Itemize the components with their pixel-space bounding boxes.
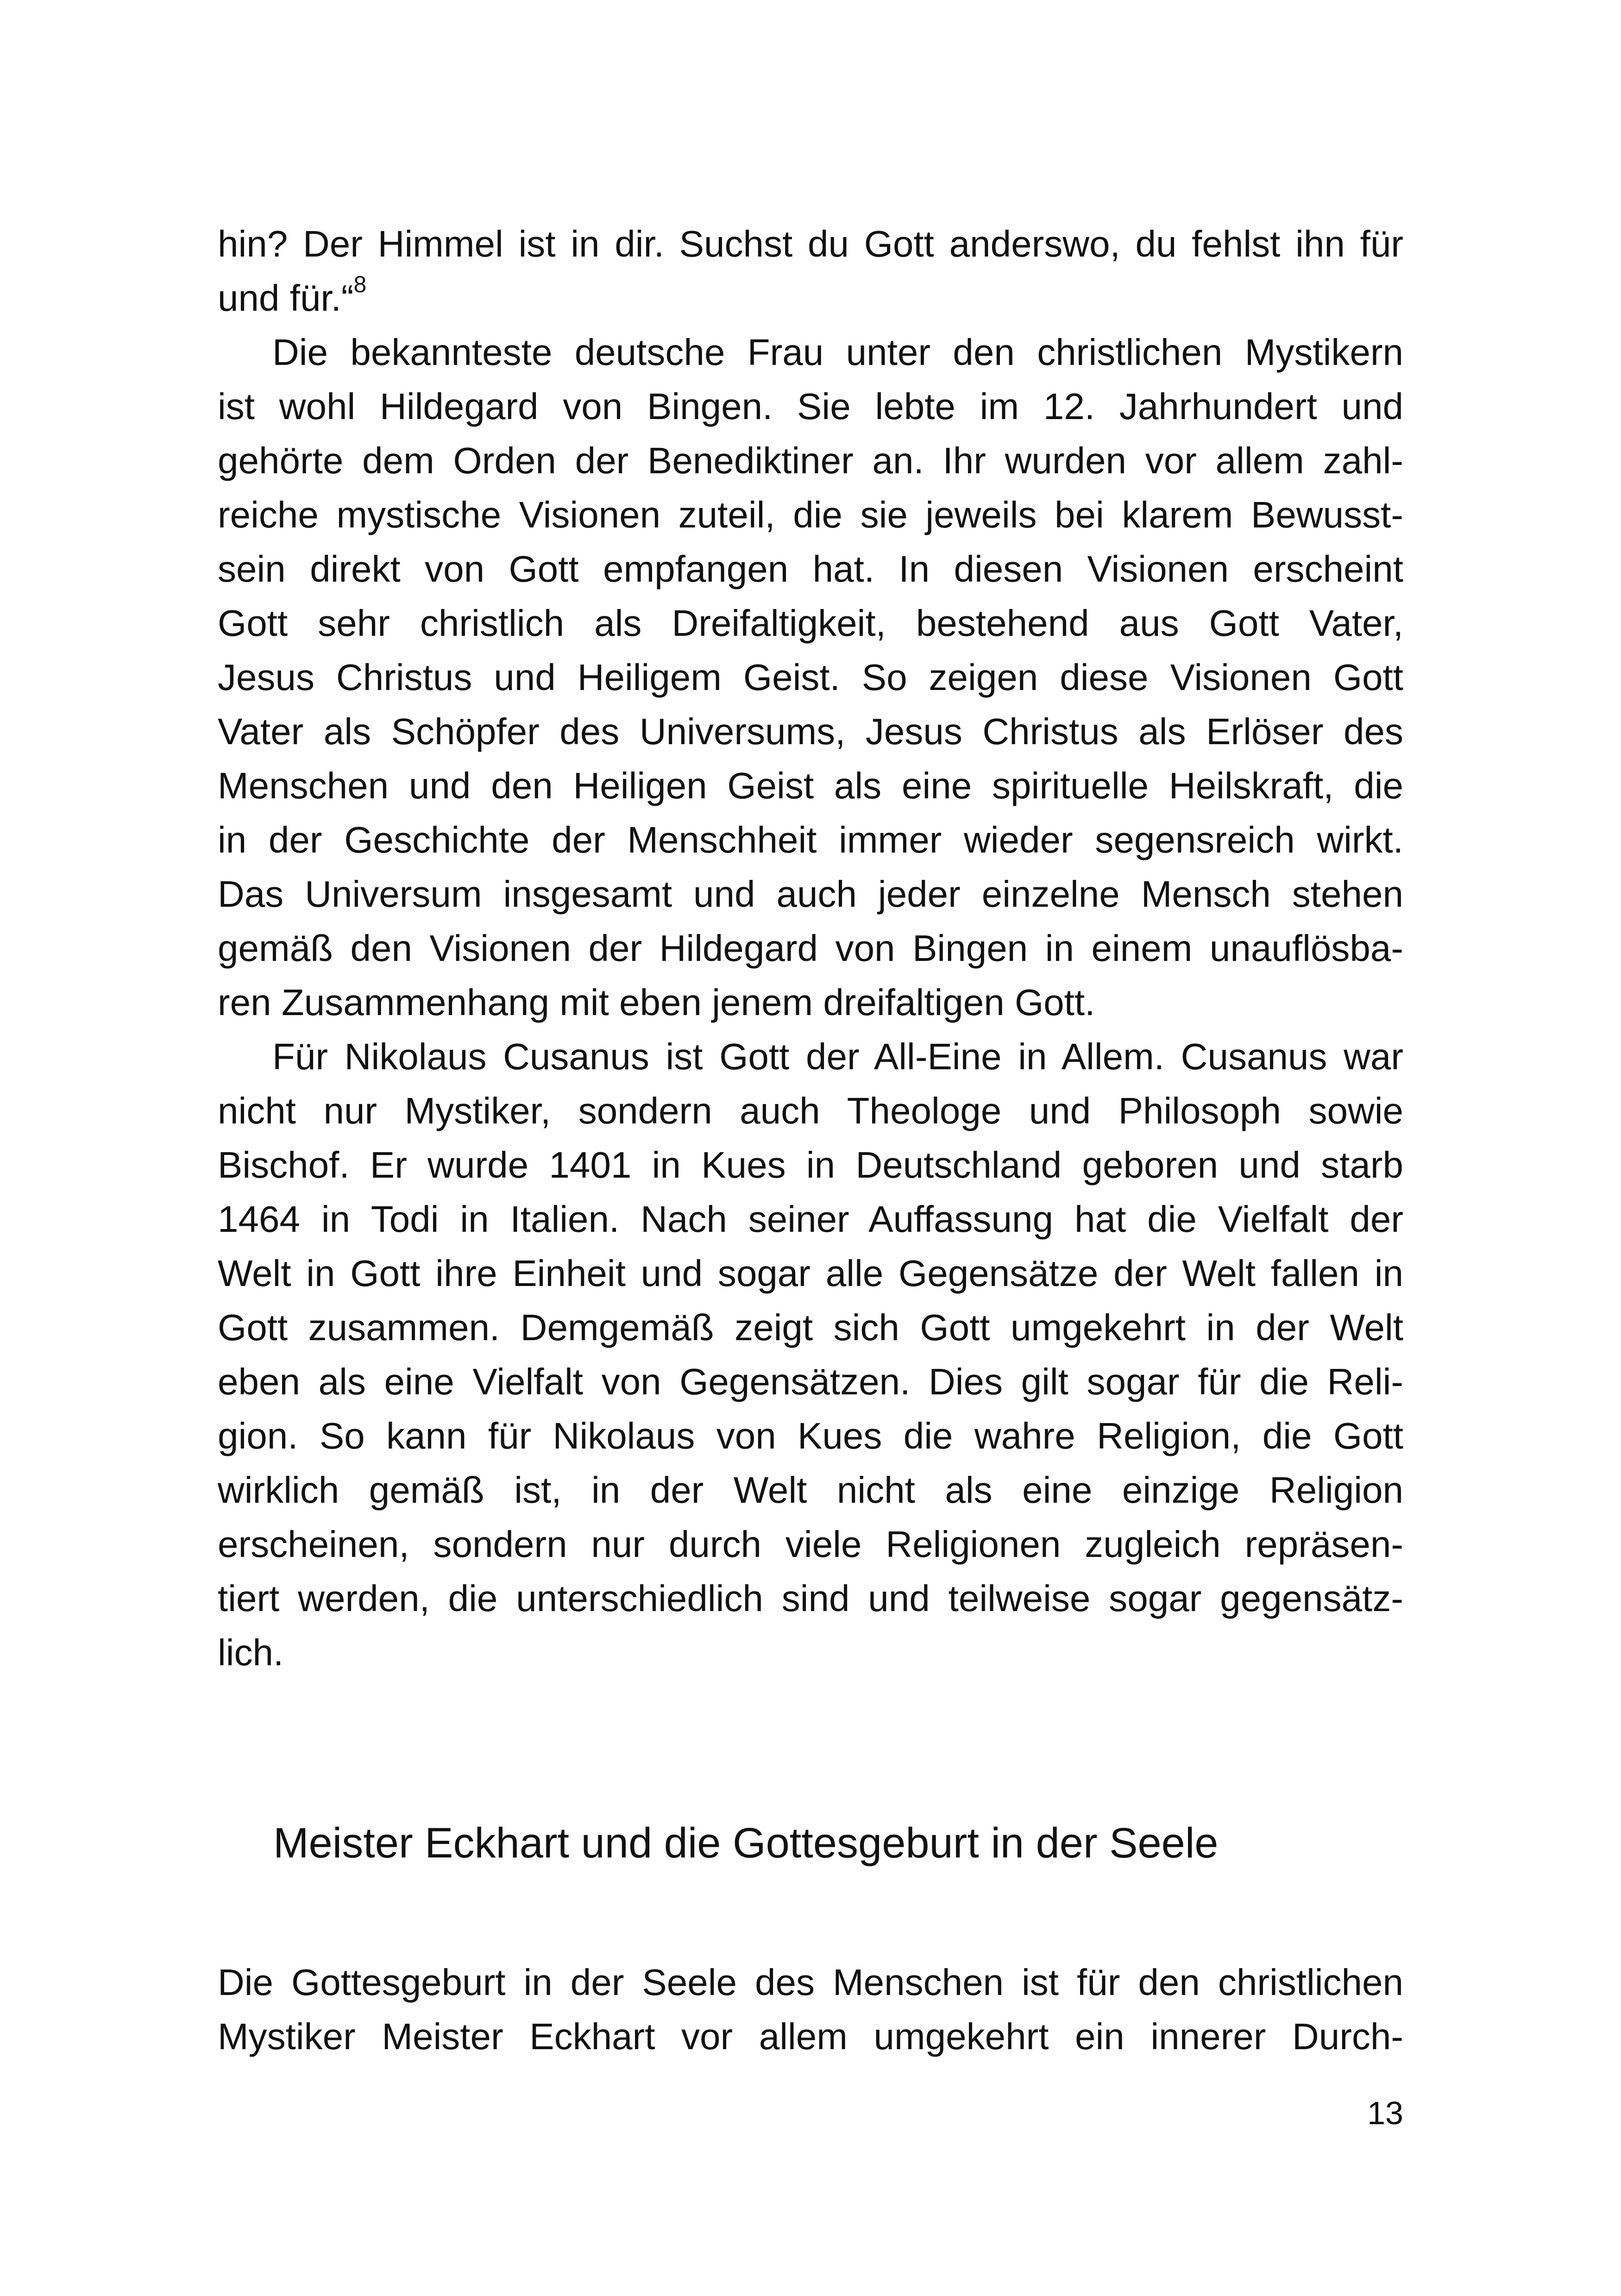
- text-line: gehörte dem Orden der Benediktiner an. Ihr wurden vor allem zahl-: [218, 440, 1403, 481]
- text-line-content: und für.“: [218, 277, 354, 319]
- paragraph-hildegard: [218, 325, 1403, 1029]
- text-line: Menschen und den Heiligen Geist als eine spirituelle Heilskraft, die: [218, 765, 1403, 806]
- text-line: Gott zusammen. Demgemäß zeigt sich Gott umgekehrt in der Welt: [218, 1307, 1403, 1348]
- text-line: Vater als Schöpfer des Universums, Jesus Christus als Erlöser des: [218, 711, 1403, 752]
- text-line: sein direkt von Gott empfangen hat. In diesen Visionen erscheint: [218, 548, 1403, 590]
- text-line: tiert werden, die unterschiedlich sind und teilweise sogar gegensätz-: [218, 1578, 1403, 1619]
- paragraph-cusanus: [218, 1029, 1403, 1680]
- text-line: in der Geschichte der Menschheit immer wieder segensreich wirkt.: [218, 819, 1403, 860]
- text-line: lich.: [218, 1632, 284, 1673]
- text-line: ist wohl Hildegard von Bingen. Sie lebte im 12. Jahrhundert und: [218, 386, 1403, 427]
- paragraph-intro-quote-end: [218, 217, 1403, 325]
- text-line: gion. So kann für Nikolaus von Kues die wahre Religion, die Gott: [218, 1415, 1403, 1456]
- text-line: Mystiker Meister Eckhart vor allem umgekehrt ein innerer Durch-: [218, 2016, 1403, 2057]
- text-line: Gott sehr christlich als Dreifaltigkeit, bestehend aus Gott Vater,: [218, 602, 1403, 644]
- text-line: gemäß den Visionen der Hildegard von Bingen in einem unauflösba-: [218, 928, 1403, 969]
- paragraph-eckhart: [218, 1955, 1403, 2064]
- section-heading: Meister Eckhart und die Gottesgeburt in der Seele: [273, 1819, 1219, 1867]
- text-line: nicht nur Mystiker, sondern auch Theologe und Philosoph sowie: [218, 1090, 1403, 1131]
- page-number: 13: [1367, 2095, 1403, 2131]
- text-line: Für Nikolaus Cusanus ist Gott der All-Eine in Allem. Cusanus war: [272, 1036, 1403, 1077]
- text-line: Welt in Gott ihre Einheit und sogar alle Gegensätze der Welt fallen in: [218, 1253, 1403, 1294]
- text-line: Die bekannteste deutsche Frau unter den christlichen Mystikern: [272, 332, 1403, 373]
- text-line: erscheinen, sondern nur durch viele Religionen zugleich repräsen-: [218, 1524, 1403, 1565]
- text-line: hin? Der Himmel ist in dir. Suchst du Gott anderswo, du fehlst ihn für: [218, 223, 1403, 264]
- text-line: wirklich gemäß ist, in der Welt nicht als eine einzige Religion: [218, 1469, 1403, 1511]
- text-line: reiche mystische Visionen zuteil, die sie jeweils bei klarem Bewusst-: [218, 494, 1403, 535]
- text-line: Das Universum insgesamt und auch jeder einzelne Mensch stehen: [218, 873, 1403, 915]
- text-line-with-footnote: [218, 271, 1403, 325]
- footnote-marker[interactable]: 8: [353, 271, 367, 297]
- section-body: [218, 1955, 1403, 2064]
- text-line: Die Gottesgeburt in der Seele des Menschen ist für den christlichen: [218, 1962, 1403, 2003]
- main-text-column: [218, 217, 1403, 1680]
- text-line: eben als eine Vielfalt von Gegensätzen. Dies gilt sogar für die Reli-: [218, 1361, 1403, 1402]
- text-line: Jesus Christus und Heiligem Geist. So zeigen diese Visionen Gott: [218, 657, 1403, 698]
- text-line: Bischof. Er wurde 1401 in Kues in Deutschland geboren und starb: [218, 1144, 1403, 1186]
- text-line: 1464 in Todi in Italien. Nach seiner Auffassung hat die Vielfalt der: [218, 1198, 1403, 1240]
- text-line: ren Zusammenhang mit eben jenem dreifaltigen Gott.: [218, 982, 1095, 1023]
